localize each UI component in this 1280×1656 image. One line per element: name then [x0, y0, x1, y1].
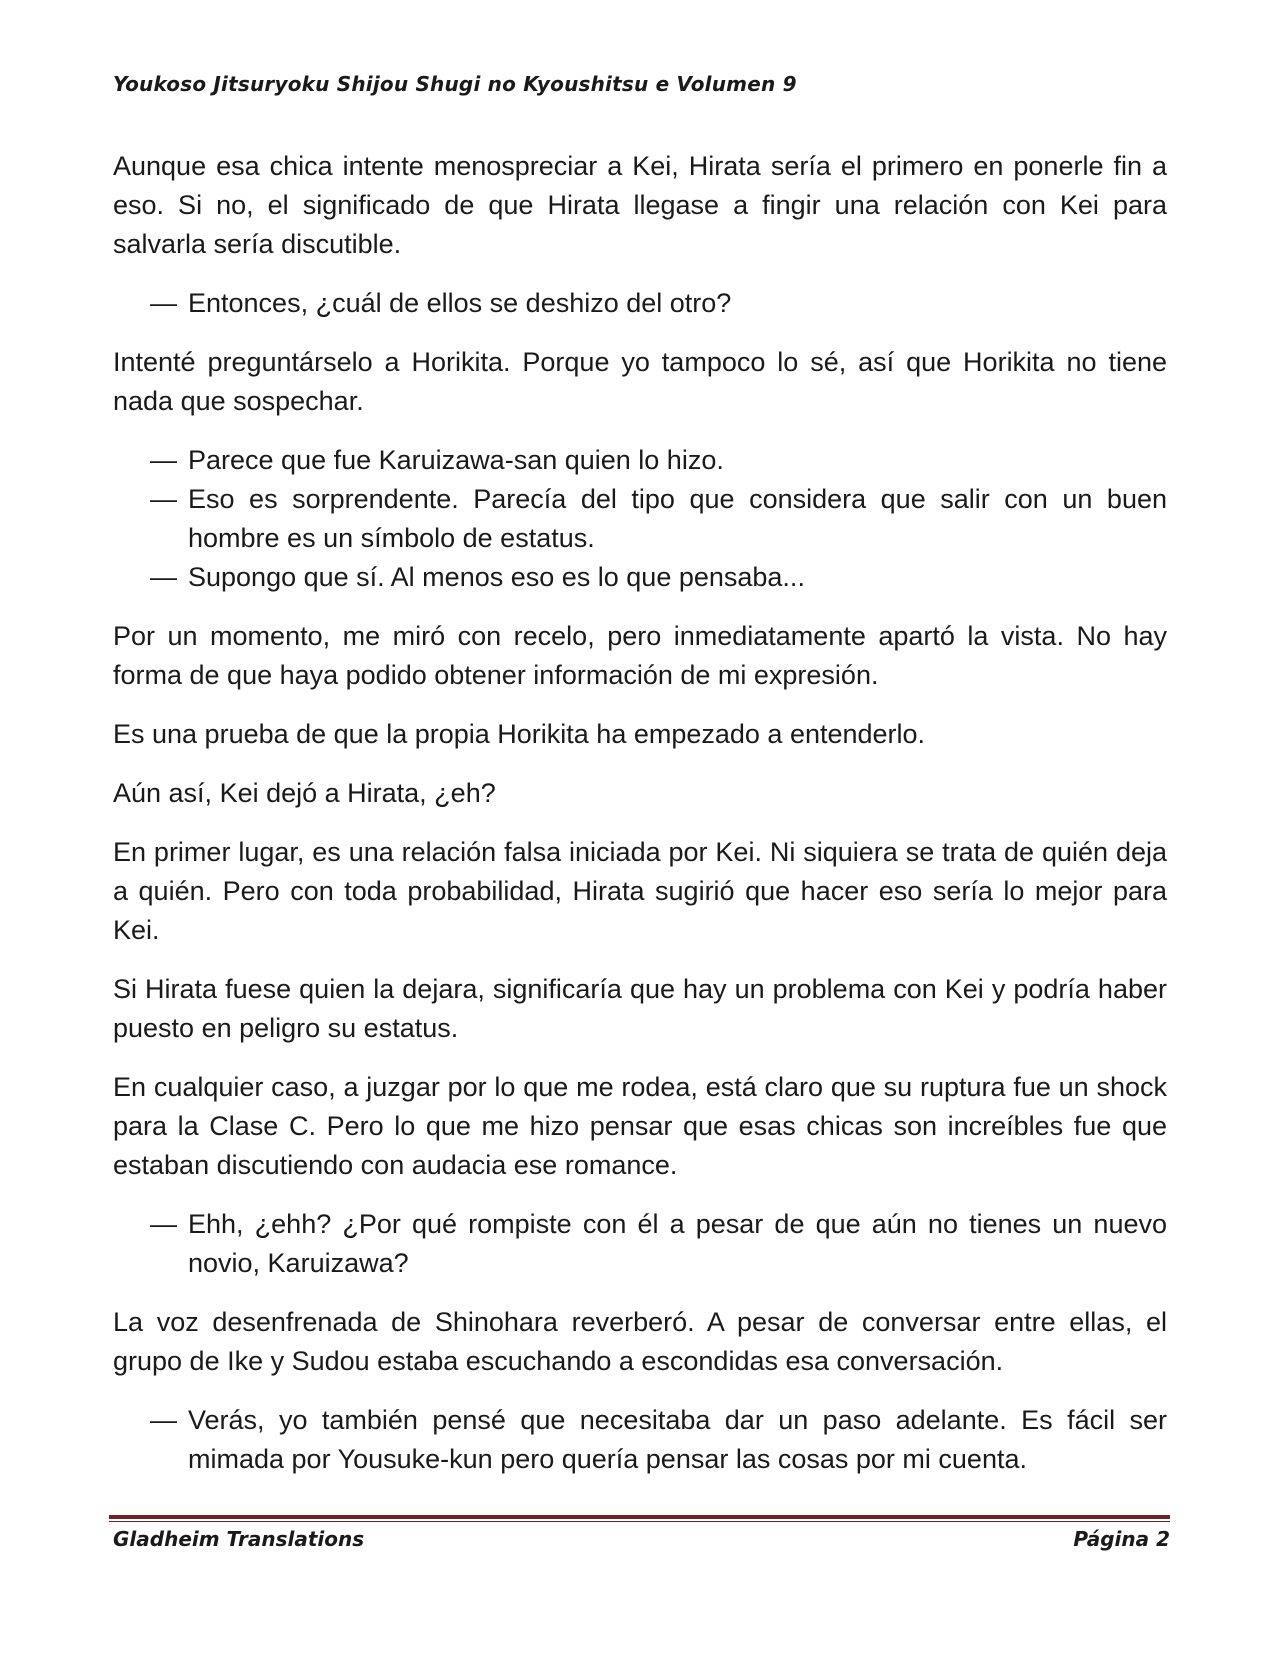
dialog-dash: — [150, 445, 177, 475]
dialog-dash: — [150, 1209, 177, 1239]
paragraph: En primer lugar, es una relación falsa iniciada por Kei. Ni siquiera se trata de quién deja a quién. Pero con toda probabilidad, Hirata sugirió que hacer eso sería lo mejor para Kei. [113, 837, 1167, 945]
dialog-text: Ehh, ¿ehh? ¿Por qué rompiste con él a pesar de que aún no tienes un nuevo novio, Karuizawa? [188, 1209, 1167, 1278]
footer-credit: Gladheim Translations [113, 1527, 365, 1551]
dialog-text: Verás, yo también pensé que necesitaba dar un paso adelante. Es fácil ser mimada por Yousuke-kun pero quería pensar las cosas por mi cuenta. [188, 1405, 1167, 1474]
dialog-text: Entonces, ¿cuál de ellos se deshizo del otro? [188, 288, 732, 318]
dialog-dash: — [150, 484, 177, 514]
running-header: Youkoso Jitsuryoku Shijou Shugi no Kyoushitsu e Volumen 9 [113, 72, 797, 96]
paragraph: Por un momento, me miró con recelo, pero inmediatamente apartó la vista. No hay forma de que haya podido obtener información de mi expresión. [113, 621, 1167, 690]
dialog-line [113, 480, 1167, 558]
dialog-dash: — [150, 562, 177, 592]
dialog-dash: — [150, 288, 177, 318]
dialog-line [113, 558, 1167, 597]
footer-divider [109, 1515, 1170, 1522]
paragraph: Intenté preguntárselo a Horikita. Porque yo tampoco lo sé, así que Horikita no tiene nada que sospechar. [113, 347, 1167, 416]
footer-divider-thin [109, 1521, 1170, 1522]
dialog-text: Eso es sorprendente. Parecía del tipo que considera que salir con un buen hombre es un símbolo de estatus. [188, 484, 1167, 553]
dialog-group [113, 441, 1167, 597]
dialog-line [113, 441, 1167, 480]
dialog-dash: — [150, 1405, 177, 1435]
footer-divider-thick [109, 1515, 1170, 1519]
dialog-text: Parece que fue Karuizawa-san quien lo hizo. [188, 445, 724, 475]
paragraph: La voz desenfrenada de Shinohara reverberó. A pesar de conversar entre ellas, el grupo de Ike y Sudou estaba escuchando a escondidas esa conversación. [113, 1307, 1167, 1376]
dialog-line [113, 284, 1167, 323]
paragraph: Aunque esa chica intente menospreciar a Kei, Hirata sería el primero en ponerle fin a eso. Si no, el significado de que Hirata llegase a fingir una relación con Kei para salvarla sería discutible. [113, 151, 1167, 259]
paragraph: En cualquier caso, a juzgar por lo que me rodea, está claro que su ruptura fue un shock para la Clase C. Pero lo que me hizo pensar que esas chicas son increíbles fue que estaban discutiendo con audacia ese romance. [113, 1072, 1167, 1180]
dialog-line [113, 1205, 1167, 1283]
dialog-text: Supongo que sí. Al menos eso es lo que pensaba... [188, 562, 805, 592]
page-body [113, 147, 1167, 1499]
page-number: Página 2 [1073, 1527, 1170, 1551]
paragraph: Es una prueba de que la propia Horikita ha empezado a entenderlo. [113, 719, 926, 749]
paragraph: Aún así, Kei dejó a Hirata, ¿eh? [113, 778, 496, 808]
dialog-line [113, 1401, 1167, 1479]
paragraph: Si Hirata fuese quien la dejara, significaría que hay un problema con Kei y podría haber puesto en peligro su estatus. [113, 974, 1167, 1043]
